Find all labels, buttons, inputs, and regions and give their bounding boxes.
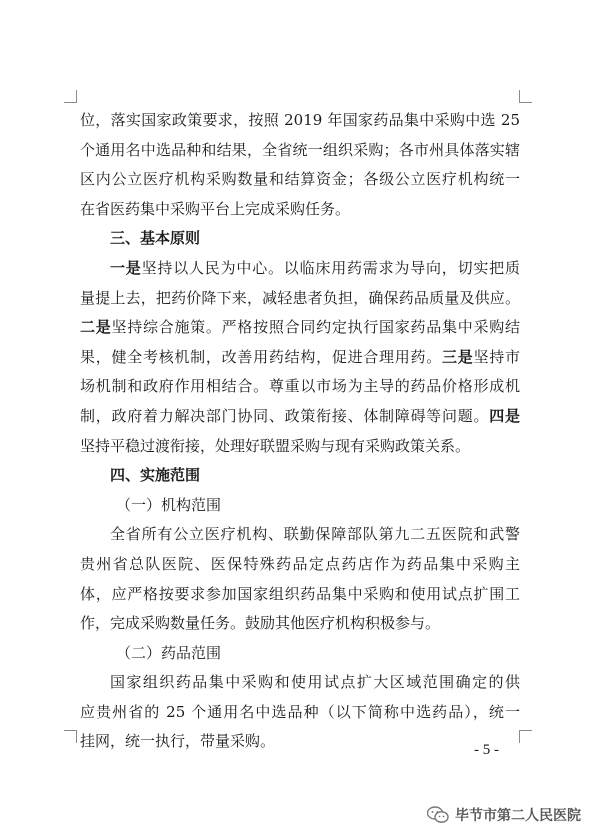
- paragraph-line: 区内公立医疗机构采购数量和结算资金；各级公立医疗机构统一: [80, 170, 520, 189]
- text-run: 果，健全考核机制，改善用药结构，促进合理用药。: [80, 347, 442, 366]
- text-run: 坚持以人民为中心。以临床用药需求为导向，切实把质: [141, 258, 520, 277]
- document-body: [80, 106, 520, 757]
- crop-mark-top-left: [64, 90, 77, 103]
- paragraph-line: 挂网，统一执行，带量采购。: [80, 732, 276, 751]
- paragraph-line: 全省所有公立医疗机构、联勤保障部队第九二五医院和武警: [110, 525, 520, 544]
- paragraph-line: [80, 343, 520, 373]
- text-run: 坚持综合施策。严格按照合同约定执行国家药品集中采购结: [111, 318, 520, 337]
- paragraph-line: 应贵州省的 25 个通用名中选品种（以下简称中选药品），统一: [80, 702, 520, 721]
- page-number: - 5 -: [474, 742, 499, 758]
- paragraph-line: 位，落实国家政策要求，按照 2019 年国家药品集中采购中选 25: [80, 111, 520, 129]
- emphasis-first: 一是: [110, 258, 142, 277]
- paragraph-line: 国家组织药品集中采购和使用试点扩大区域范围确定的供: [110, 673, 520, 692]
- subsection-heading-institutions: （一）机构范围: [116, 495, 222, 514]
- subsection-heading-drugs: （二）药品范围: [116, 643, 222, 662]
- paragraph-line: [80, 313, 520, 343]
- watermark-text: 毕节市第二人民医院: [455, 808, 581, 824]
- paragraph-line: 体，应严格按要求参加国家组织药品集中采购和使用试点扩围工: [80, 584, 520, 603]
- paragraph-line: [80, 254, 520, 284]
- text-run: 制，政府着力解决部门协同、政策衔接、体制障碍等问题。: [80, 406, 490, 425]
- paragraph-line: 量提上去，把药价降下来，减轻患者负担，确保药品质量及供应。: [80, 288, 520, 307]
- paragraph-line: [80, 402, 520, 432]
- section-heading-scope: 四、实施范围: [110, 466, 201, 485]
- crop-mark-bottom-right: [519, 730, 532, 743]
- emphasis-fourth: 四是: [489, 406, 520, 425]
- paragraph-line: 场机制和政府作用相结合。尊重以市场为主导的药品价格形成机: [80, 377, 520, 396]
- crop-mark-bottom-left: [64, 730, 77, 743]
- emphasis-second: 二是: [80, 318, 112, 337]
- text-run: 坚持市: [473, 347, 520, 366]
- paragraph-line: 贵州省总队医院、医保特殊药品定点药店作为药品集中采购主: [80, 554, 520, 573]
- paragraph-line: 作，完成采购数量任务。鼓励其他医疗机构积极参与。: [80, 614, 441, 633]
- watermark: [427, 805, 581, 825]
- paragraph-line: 个通用名中选品种和结果，全省统一组织采购；各市州具体落实辖: [80, 140, 520, 159]
- wechat-icon: [427, 806, 449, 824]
- section-heading-principles: 三、基本原则: [110, 229, 201, 248]
- paragraph-line: 在省医药集中采购平台上完成采购任务。: [80, 199, 351, 218]
- emphasis-third: 三是: [442, 347, 474, 366]
- crop-mark-top-right: [519, 90, 532, 103]
- paragraph-line: 坚持平稳过渡衔接，处理好联盟采购与现有采购政策关系。: [80, 436, 471, 455]
